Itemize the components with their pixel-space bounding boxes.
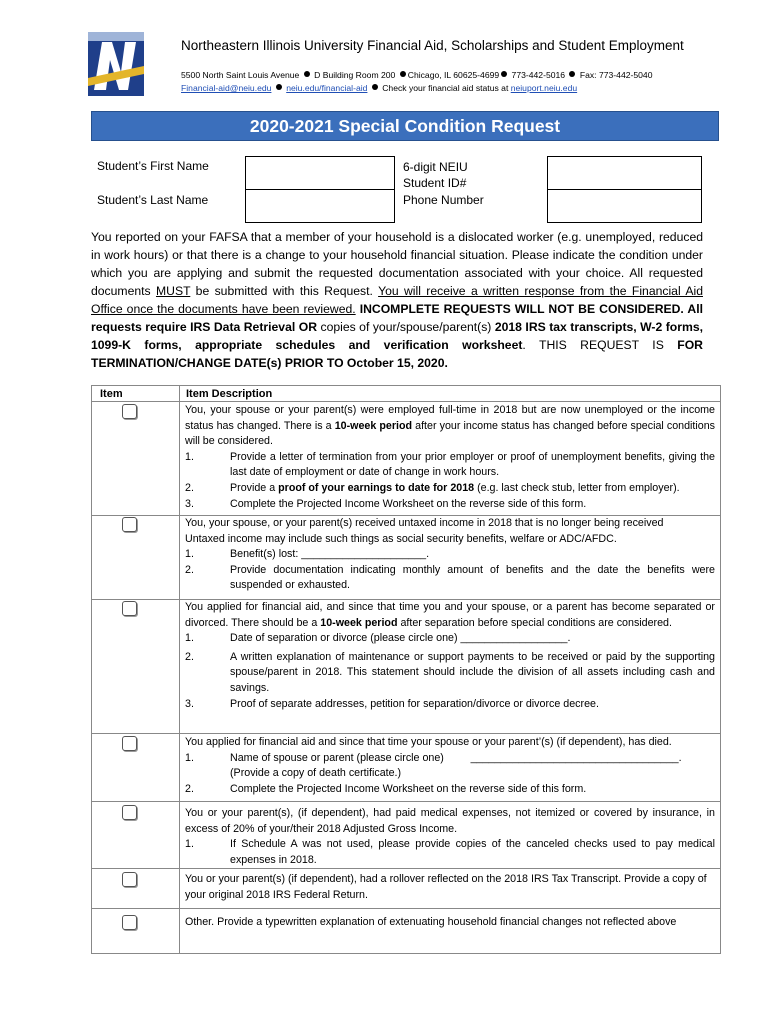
list-text: Provide documentation indicating monthly amount of benefits and the date the benefits were suspended or exhausted.	[230, 563, 715, 592]
bullet-icon	[569, 71, 575, 77]
required-docs: 2018 IRS tax transcripts, W-2 forms, 1099-K forms, appropriate schedules and verification worksheet	[91, 320, 703, 352]
incomplete-warning: INCOMPLETE REQUESTS WILL NOT BE CONSIDERED. All requests require IRS Data Retrieval OR	[91, 302, 703, 334]
bullet-icon	[372, 84, 378, 90]
list-number: 3.	[185, 697, 194, 710]
list-text: Proof of separate addresses, petition for separation/divorce or divorce decree.	[230, 697, 599, 710]
list-text: Provide a letter of termination from your prior employer or proof of unemployment benefits, giving the last date of employment or date of change in work hours.	[230, 450, 715, 479]
table-row-medical	[185, 806, 715, 868]
list-number: 1.	[185, 751, 194, 764]
list-text-bold: proof of your earnings to date for 2018	[278, 481, 475, 494]
row-divider	[92, 401, 720, 402]
list-item	[185, 782, 715, 798]
phone-number: 773-442-5016	[511, 70, 566, 80]
checkbox-separation[interactable]	[122, 601, 137, 616]
checkbox-rollover[interactable]	[122, 872, 137, 887]
intro-text: . THIS REQUEST IS	[522, 338, 678, 352]
list-item	[185, 697, 715, 713]
table-row-unemployment	[185, 403, 715, 512]
list-item	[185, 481, 715, 497]
must-text: MUST	[155, 284, 191, 298]
intro-text: copies of your/spouse/parent(s)	[317, 320, 495, 334]
contact-line	[181, 70, 652, 80]
email-link[interactable]: Financial-aid@neiu.edu	[181, 83, 272, 93]
instructions-paragraph	[91, 228, 703, 372]
list-text-part: (e.g. last check stub, letter from employer).	[474, 481, 680, 494]
list-text: Name of spouse or parent (please circle one) ___________________________________.	[230, 751, 682, 764]
links-line	[181, 83, 577, 93]
list-number: 1.	[185, 632, 194, 645]
student-id-label	[403, 159, 468, 191]
row-text: You or your parent(s), (if dependent), had paid medical expenses, not itemized or covered by insurance, in excess of 20% of your/their 2018 Adjusted Gross Income.	[185, 807, 715, 835]
row-text: You applied for financial aid, and since that time you and your spouse, or a parent has become separated or divorced. There should be a	[185, 601, 715, 629]
status-text: Check your financial aid status at	[382, 83, 509, 93]
list-item	[185, 450, 715, 481]
institution-name: Northeastern Illinois University Financial Aid, Scholarships and Student Employment	[181, 38, 684, 53]
row-divider	[92, 733, 720, 734]
list-text: A written explanation of maintenance or support payments to be received or paid by the supporting spouse/parent in 2018. This statement should include the division of all assets including cash and savings.	[230, 650, 715, 694]
row-text: You, your spouse or your parent(s) were employed full-time in 2018 but are now unemployed or the income status has changed. There is a	[185, 404, 715, 432]
row-divider	[92, 908, 720, 909]
list-number: 2.	[185, 650, 194, 663]
row-divider	[92, 801, 720, 802]
city: Chicago, IL 60625-4699	[407, 70, 500, 80]
table-row-other	[185, 915, 715, 931]
list-text	[230, 481, 715, 497]
student-id-label-line2: Student ID#	[403, 176, 467, 190]
last-name-label: Student’s Last Name	[97, 193, 209, 207]
bullet-icon	[400, 71, 406, 77]
list-item	[185, 547, 715, 563]
list-text: Benefit(s) lost: _____________________.	[230, 548, 430, 561]
checkbox-other[interactable]	[122, 915, 137, 930]
row-text: after separation before special conditions are considered.	[397, 616, 672, 629]
intro-text: You reported on your FAFSA that a member of your household is a dislocated worker (e.g. unemployed, reduced in work hours) or that there is a change to your household financial situation. Please indicate the condition under which you are applying and submit the requested documentation associated with your choice. All requested documents	[91, 230, 703, 298]
list-item	[185, 837, 715, 868]
row-text: You applied for financial aid and since that time your spouse or your parent’(s) (if dependent), has died.	[185, 736, 672, 748]
building: D Building Room 200	[314, 70, 396, 80]
list-number: 2.	[185, 481, 194, 494]
list-text: If Schedule A was not used, please provide copies of the canceled checks used to pay medical expenses in 2018.	[230, 838, 715, 866]
phone-field[interactable]	[547, 189, 702, 223]
table-row-death	[185, 735, 715, 797]
list-item	[185, 631, 715, 647]
list-number: 1.	[185, 838, 194, 851]
checkbox-death[interactable]	[122, 736, 137, 751]
list-item	[185, 751, 715, 767]
checkbox-unemployment[interactable]	[122, 404, 137, 419]
phone-label: Phone Number	[403, 193, 484, 207]
address: 5500 North Saint Louis Avenue	[181, 70, 300, 80]
row-text: You or your parent(s) (if dependent), had a rollover reflected on the 2018 IRS Tax Transcript. Provide a copy of your original 2018 IRS Federal Return.	[185, 873, 707, 901]
list-item	[185, 766, 715, 782]
table-row-untaxed-income	[185, 516, 715, 594]
response-notice: You will receive a written response from the Financial Aid Office once the documents have been reviewed.	[91, 284, 703, 316]
list-text: Date of separation or divorce (please circle one) __________________.	[230, 632, 571, 645]
list-text: Complete the Projected Income Worksheet on the reverse side of this form.	[230, 782, 587, 795]
table-row-rollover	[185, 872, 715, 903]
student-id-label-line1: 6-digit NEIU	[403, 160, 468, 174]
list-item	[185, 650, 715, 697]
first-name-field[interactable]	[245, 156, 395, 190]
checkbox-medical[interactable]	[122, 805, 137, 820]
intro-text: be submitted with this Request.	[190, 284, 379, 298]
row-text-bold: 10-week period	[334, 419, 413, 432]
list-text: (Provide a copy of death certificate.)	[230, 767, 402, 780]
list-number: 3.	[185, 497, 194, 510]
list-item	[185, 497, 715, 513]
website-link[interactable]: neiu.edu/financial-aid	[286, 83, 368, 93]
list-number: 2.	[185, 563, 194, 576]
form-title: 2020-2021 Special Condition Request	[91, 111, 719, 141]
bullet-icon	[501, 71, 507, 77]
neiu-logo	[88, 32, 144, 96]
table-row-separation	[185, 600, 715, 712]
list-text: Complete the Projected Income Worksheet on the reverse side of this form.	[230, 497, 587, 510]
column-header-description: Item Description	[186, 388, 273, 400]
list-text-part: Provide a	[230, 481, 279, 494]
list-number-blank	[185, 766, 230, 782]
list-number: 2.	[185, 782, 194, 795]
row-text: Untaxed income may include such things as social security benefits, welfare or ADC/AFDC.	[185, 532, 617, 545]
fax-number: Fax: 773-442-5040	[579, 70, 653, 80]
student-id-field[interactable]	[547, 156, 702, 190]
bullet-icon	[304, 71, 310, 77]
bullet-icon	[276, 84, 282, 90]
deadline-text: FOR TERMINATION/CHANGE DATE(s) PRIOR TO October 15, 2020.	[91, 338, 703, 370]
row-text-bold: 10-week period	[320, 616, 398, 629]
list-number: 1.	[185, 450, 194, 463]
row-text: You, your spouse, or your parent(s) received untaxed income in 2018 that is no longer being received	[185, 517, 664, 529]
last-name-field[interactable]	[245, 189, 395, 223]
row-text: Other. Provide a typewritten explanation of extenuating household financial changes not reflected above	[185, 916, 677, 928]
list-item	[185, 563, 715, 594]
status-link[interactable]: neiuport.neiu.edu	[510, 83, 578, 93]
list-number: 1.	[185, 548, 194, 561]
column-header-item: Item	[100, 388, 123, 400]
checkbox-untaxed-income[interactable]	[122, 517, 137, 532]
first-name-label: Student’s First Name	[97, 159, 209, 173]
row-text: after your income status has changed before special conditions will be considered.	[185, 419, 715, 448]
